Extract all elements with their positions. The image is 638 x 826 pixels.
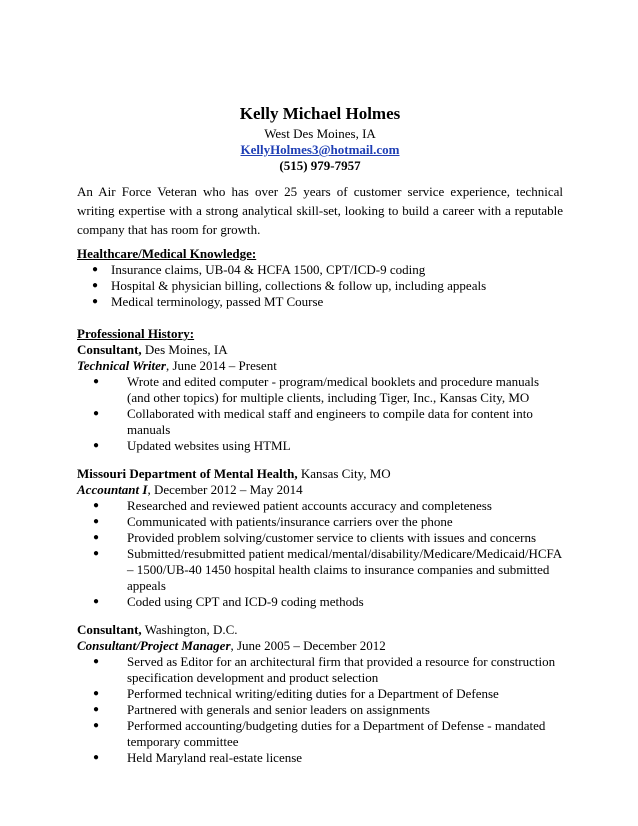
job-location: Des Moines, IA: [144, 342, 228, 357]
phone-number: (515) 979-7957: [279, 158, 361, 173]
list-item: ● Held Maryland real-estate license: [93, 750, 303, 765]
job-entry: [77, 466, 563, 610]
bullet-icon: ●: [93, 376, 100, 387]
bullet-icon: ●: [93, 752, 100, 763]
bullet-icon: ●: [93, 532, 100, 543]
knowledge-list: [77, 262, 563, 310]
bullet-icon: ●: [93, 656, 100, 667]
candidate-name: Kelly Michael Holmes: [239, 104, 401, 123]
history-heading: Professional History:: [77, 326, 195, 341]
job-title: Technical Writer: [77, 358, 166, 373]
candidate-location: West Des Moines, IA: [264, 126, 376, 141]
job-bullets: [77, 374, 563, 454]
bullet-icon: ●: [93, 704, 100, 715]
list-item: ● Updated websites using HTML: [93, 438, 291, 453]
job-employer: Missouri Department of Mental Health,: [77, 466, 298, 481]
job-dates: , December 2012 – May 2014: [147, 482, 303, 497]
bullet-icon: ●: [92, 296, 99, 307]
summary-paragraph: An Air Force Veteran who has over 25 years of customer service experience, technical writing expertise with a strong analytical skill-set, looking to build a career with a reputable company that has room for growth.: [77, 184, 563, 237]
job-dates: , June 2005 – December 2012: [230, 638, 386, 653]
list-item: ● Performed technical writing/editing duties for a Department of Defense: [93, 686, 499, 701]
list-item: ● Coded using CPT and ICD-9 coding methods: [93, 594, 364, 609]
bullet-icon: ●: [93, 596, 100, 607]
list-item: ● Submitted/resubmitted patient medical/mental/disability/Medicare/Medicaid/HCFA – 1500/UB-40 1450 hospital health claims to insurance companies and submitted appeals: [93, 546, 562, 593]
resume-header: [77, 103, 563, 174]
job-entry: [77, 622, 563, 766]
list-item: ● Insurance claims, UB-04 & HCFA 1500, CPT/ICD-9 coding: [92, 262, 426, 277]
job-title: Accountant I: [77, 482, 148, 497]
bullet-icon: ●: [93, 516, 100, 527]
list-item: ● Researched and reviewed patient accounts accuracy and completeness: [93, 498, 492, 513]
job-employer: Consultant,: [77, 342, 142, 357]
list-item: ● Served as Editor for an architectural firm that provided a resource for construction specification development and product selection: [93, 654, 556, 685]
knowledge-section: [77, 246, 563, 310]
email-link[interactable]: KellyHolmes3@hotmail.com: [240, 142, 400, 157]
bullet-icon: ●: [93, 500, 100, 511]
bullet-icon: ●: [93, 548, 100, 559]
job-employer: Consultant,: [77, 622, 142, 637]
bullet-icon: ●: [93, 408, 100, 419]
list-item: ● Wrote and edited computer - program/medical booklets and procedure manuals (and other topics) for multiple clients, including Tiger, Inc., Kansas City, MO: [93, 374, 540, 405]
job-location: Kansas City, MO: [300, 466, 391, 481]
bullet-icon: ●: [92, 280, 99, 291]
knowledge-heading: Healthcare/Medical Knowledge:: [77, 246, 257, 261]
history-section: [77, 326, 563, 766]
job-title: Consultant/Project Manager: [77, 638, 231, 653]
list-item: ● Provided problem solving/customer service to clients with issues and concerns: [93, 530, 537, 545]
bullet-icon: ●: [93, 688, 100, 699]
list-item: ● Performed accounting/budgeting duties for a Department of Defense - mandated temporary committee: [93, 718, 546, 749]
bullet-icon: ●: [93, 720, 100, 731]
job-dates: , June 2014 – Present: [165, 358, 277, 373]
bullet-icon: ●: [93, 440, 100, 451]
list-item: ● Hospital & physician billing, collections & follow up, including appeals: [92, 278, 487, 293]
list-item: ● Communicated with patients/insurance carriers over the phone: [93, 514, 453, 529]
list-item: ● Medical terminology, passed MT Course: [92, 294, 324, 309]
bullet-icon: ●: [92, 264, 99, 275]
job-bullets: [77, 654, 563, 766]
job-entry: [77, 342, 563, 454]
list-item: ● Collaborated with medical staff and engineers to compile data for content into manuals: [93, 406, 533, 437]
job-location: Washington, D.C.: [144, 622, 238, 637]
job-bullets: [77, 498, 563, 610]
list-item: ● Partnered with generals and senior leaders on assignments: [93, 702, 430, 717]
